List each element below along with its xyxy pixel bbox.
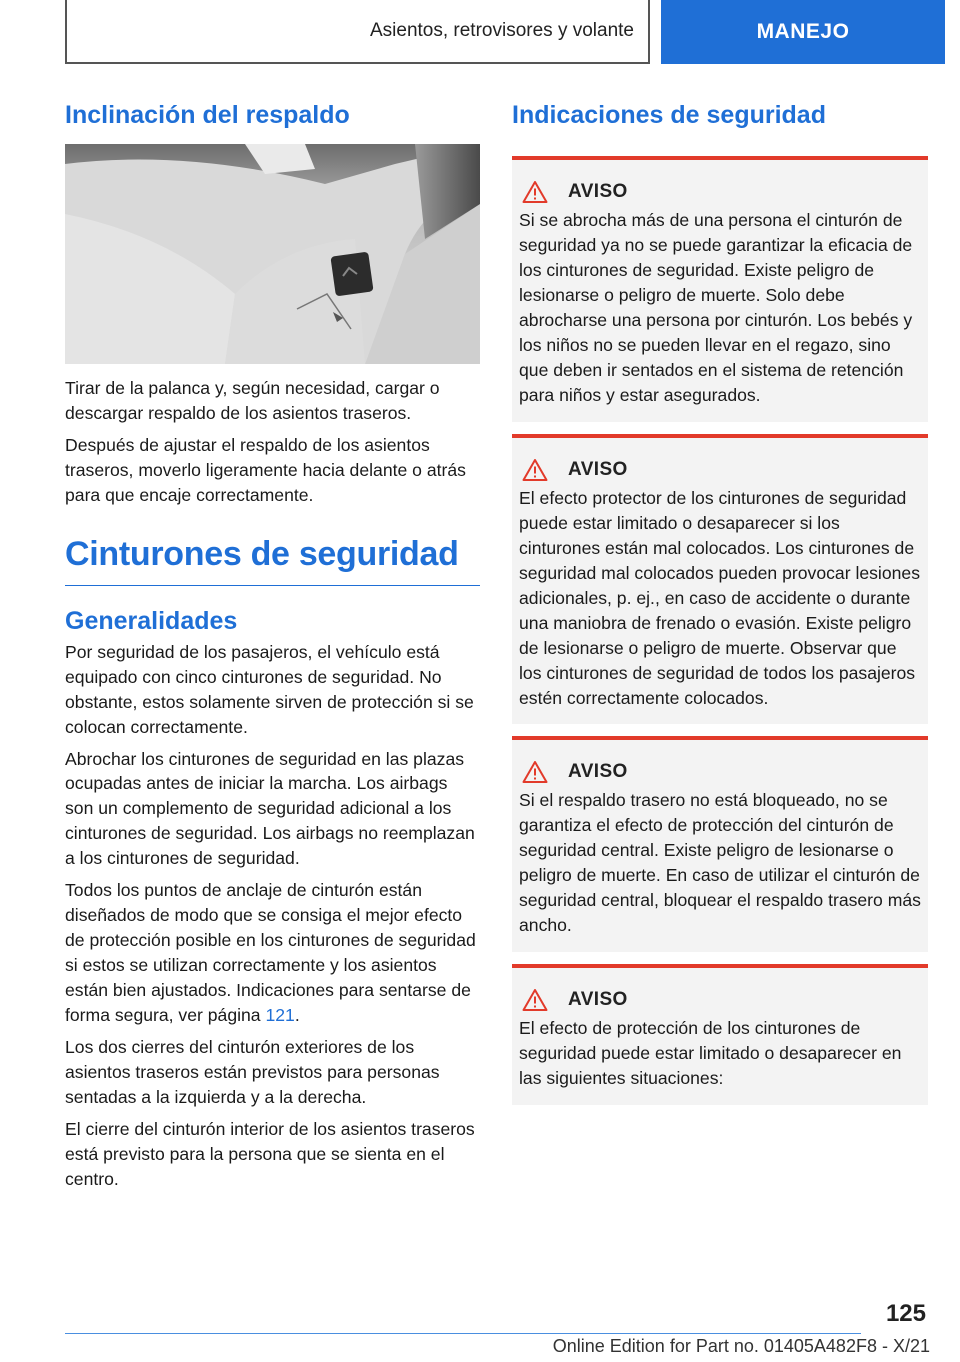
- warning-text: Si el respaldo trasero no está bloqueado, no se garantiza el efecto de protección del cinturón de seguridad central. Existe peligro de lesionarse o peligro de muerte. En caso de utilizar el cinturón de seguridad central, bloquear el respaldo trasero más ancho.: [519, 790, 921, 936]
- warning-text: El efecto protector de los cinturones de seguridad puede estar limitado o desaparecer si los cinturones están mal colocados. Los cinturones de seguridad mal colocados pueden provocar lesiones adicionales, p. ej., en caso de accidente o durante una maniobra de frenado o evasión. Existe peligro de lesionarse o peligro de muerte. Observar que los cinturones de seguridad de todos los pasajeros estén correctamente colocados.: [519, 487, 920, 708]
- warning-box: [512, 964, 928, 1105]
- paragraph: Después de ajustar el respaldo de los asientos traseros, moverlo ligeramente hacia delante o atrás para que encaje correctamente.: [65, 434, 466, 505]
- warning-text: El efecto de protección de los cinturones de seguridad puede estar limitado o desaparecer en las siguientes situaciones:: [519, 1018, 902, 1089]
- chapter-tab-label: MANEJO: [756, 20, 850, 43]
- paragraph: [65, 878, 480, 1028]
- warning-box: [512, 434, 928, 725]
- heading-inclinacion: Inclinación del respaldo: [65, 101, 350, 129]
- warning-title: AVISO: [568, 989, 628, 1011]
- paragraph-text: Todos los puntos de anclaje de cinturón están diseñados de modo que se consiga el mejor efecto de protección posible en los cinturones de seguridad si estos se utilizan correctamente y los asientos están bien ajustados. Indicaciones para sentarse de forma segura, ver página: [65, 880, 476, 1026]
- paragraph: Tirar de la palanca y, según necesidad, cargar o descargar respaldo de los asientos traseros.: [65, 378, 440, 423]
- section-header: [65, 0, 650, 64]
- page-reference-link[interactable]: 121: [265, 1005, 295, 1026]
- warning-box: [512, 736, 928, 952]
- section-title: Asientos, retrovisores y volante: [369, 20, 634, 41]
- warning-title: AVISO: [568, 761, 628, 783]
- heading-indicaciones: Indicaciones de seguridad: [512, 101, 826, 129]
- warning-triangle-icon: [522, 458, 548, 482]
- warning-title: AVISO: [568, 181, 628, 202]
- paragraph: Abrochar los cinturones de seguridad en las plazas ocupadas antes de iniciar la marcha. Los airbags son un complemento de seguridad adicional a los cinturones de seguridad. Los airbags no reemplazan a los cinturones de seguridad.: [65, 748, 475, 869]
- chapter-tab[interactable]: [661, 0, 945, 64]
- warning-text: Si se abrocha más de una persona el cinturón de seguridad ya no se puede garantizar la eficacia de los cinturones de seguridad. Existe peligro de lesionarse o peligro de muerte. Solo debe abrocharse una persona por cinturón. Los bebés y los niños no se pueden llevar en el regazo, sino que deben ir sentados en el sistema de retención para niños y estar asegurados.: [519, 210, 913, 405]
- right-column: [512, 100, 928, 1117]
- warning-triangle-icon: [522, 180, 548, 204]
- warning-triangle-icon: [522, 760, 548, 784]
- warning-box: [512, 156, 928, 422]
- heading-generalidades: Generalidades: [65, 606, 238, 635]
- left-column: [65, 100, 480, 1199]
- paragraph: Por seguridad de los pasajeros, el vehículo está equipado con cinco cinturones de seguridad. No obstante, estos solamente sirven de protección si se colocan correctamente.: [65, 641, 474, 737]
- footer-divider: [65, 1333, 861, 1334]
- paragraph-end: .: [294, 1005, 300, 1026]
- edition-footer: Online Edition for Part no. 01405A482F8 - X/21: [552, 1336, 930, 1356]
- warning-title: AVISO: [568, 458, 628, 480]
- heading-cinturones: Cinturones de seguridad: [65, 534, 480, 586]
- seatback-lever-photo: [65, 144, 480, 364]
- paragraph: El cierre del cinturón interior de los asientos traseros está previsto para la persona que se sienta en el centro.: [65, 1119, 475, 1190]
- warning-triangle-icon: [522, 988, 548, 1012]
- page-number: 125: [885, 1300, 926, 1327]
- paragraph: Los dos cierres del cinturón exteriores de los asientos traseros están previstos para personas sentadas a la izquierda y a la derecha.: [65, 1037, 440, 1108]
